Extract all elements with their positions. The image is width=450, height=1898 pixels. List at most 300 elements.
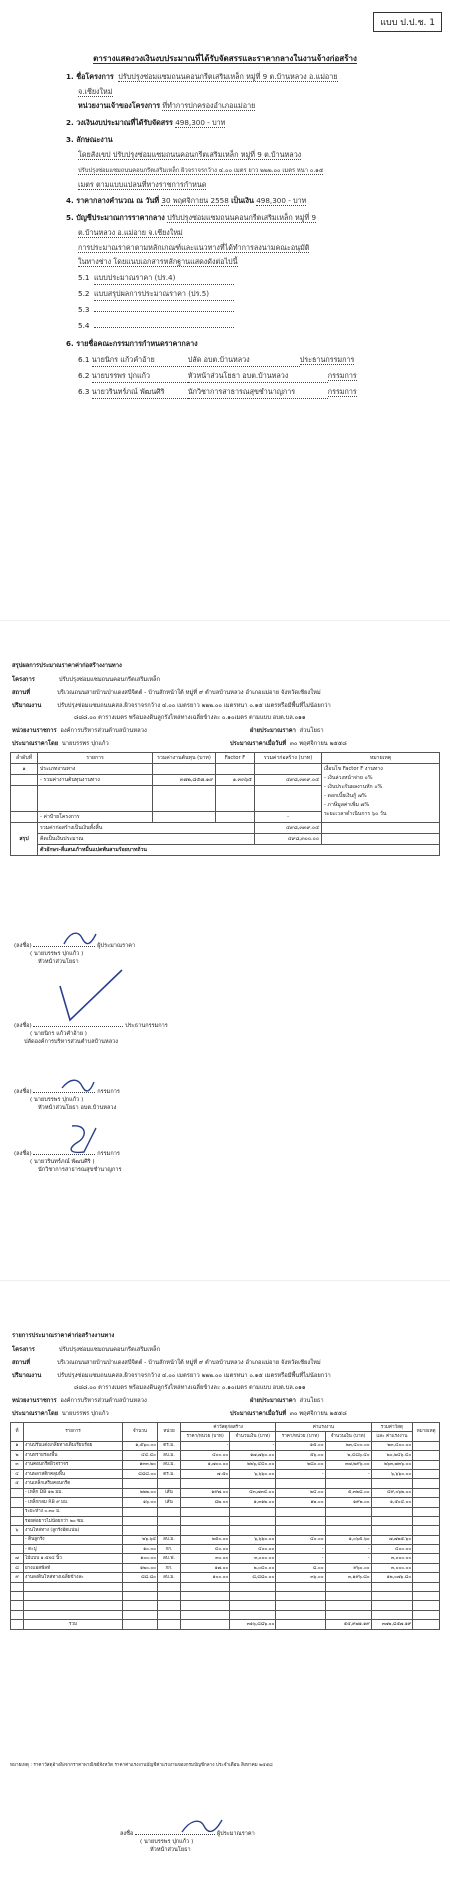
summary-quantity-cont: ๘๘๘.๐๐ ตารางเมตร พร้อมลงดินลูกรังไหล่ทางเฉลี่ยข้างละ ๐.๑๐เมตร ตามแบบ อบต.บล.๐๑๑ [74,715,306,721]
cell [158,1479,181,1488]
col-lab-price: ราคา/หน่วย (บาท) [276,1432,325,1441]
cell [413,1545,440,1554]
table-row [11,1535,440,1544]
signature-block-3: (ลงชื่อ) กรรมการ ( นายบรรพร ปุกแก้ว ) หัวหน้าส่วนโยธา อบต.บ้านหลวง [14,1089,120,1111]
item-4: 4. ราคากลางคำนวณ ณ วันที่ 30 พฤศจิกายน 2558 เป็นเงิน 498,300 - บาท [66,196,307,205]
cell: ๒๖๓,๗๓๖.๐๐ [371,1460,413,1469]
detail-date: ประมาณราคาเมื่อวันที่ ๓๐ พฤศจิกายน ๒๕๕๘ [230,1411,347,1417]
cell: ๘๘.๘๐ [123,1573,158,1582]
cell: - รวมค่างานต้นทุนงานทาง [38,775,153,786]
signature-estimator-icon [178,1814,226,1838]
note-line: เงื่อนไข Factor F งานทาง [324,766,383,772]
page-2-summary [0,660,450,1230]
cell [413,1610,440,1619]
cell [413,1554,440,1563]
cell [11,786,38,812]
cell: ๔๓,๗๓๔.๐๐ [230,1488,276,1497]
table-row [11,1507,440,1516]
cell [181,1610,230,1619]
summary-heading: สรุปผลการประมาณราคาค่าก่อสร้างงานทาง [12,663,122,669]
item-2: 2. วงเงินงบประมาณที่ได้รับจัดสรร 498,300 - บาท [66,118,226,127]
cell [325,1526,371,1535]
table-row [11,1488,440,1497]
cell: กก. [158,1545,181,1554]
item-1-cont: จ.เชียงใหม่ [78,87,113,96]
cell [158,1526,181,1535]
sum-rounded-value: ๔๙๘,๓๐๐.๐๐ [255,834,322,845]
cell [230,1526,276,1535]
table-row [11,1601,440,1610]
cell [413,1507,440,1516]
cell: ลบ.ม. [158,1573,181,1582]
cell: ๑,๐๖๕.๖๐ [325,1535,371,1544]
note-line: ระยะเวลาดำเนินการ ๖๐ วัน [324,811,387,817]
cell: ระยะห่าง ๐.๓๐ ม. [24,1507,123,1516]
detail-table [10,1422,440,1630]
cell [38,786,153,812]
cell: ๘,๘๘๐.๐๐ [230,1573,276,1582]
cell: ๓๗๒,๘๕๗.๑๙ [153,775,216,786]
cell: ๑๒.๐๐ [276,1498,325,1507]
sum-label: สรุป [11,823,38,856]
cell: ๒๕๐.๐๐ [181,1535,230,1544]
cell [181,1582,230,1591]
page-divider [0,620,450,621]
cell [11,1488,24,1497]
col-factor: Factor F [216,753,255,764]
cell [413,1526,440,1535]
cell [181,1507,230,1516]
cell [158,1516,181,1525]
summary-estimator: ประมาณราคาโดย นายบรรพร ปุกแก้ว [12,741,109,747]
item-1: 1. ชื่อโครงการ ปรับปรุงซ่อมแซมถนนคอนกรีตเสริมเหล็ก หมู่ที่ 9 ต.บ้านหลวง อ.แม่อาย [66,72,338,81]
detail-project: โครงการ ปรับปรุงซ่อมแซมถนนคอนกรีตเสริมเหล็ก [12,1347,161,1353]
table-row [11,1441,440,1450]
cell [11,1610,24,1619]
cell [181,1516,230,1525]
cell [230,1582,276,1591]
cell: ๔๐๐.๐๐ [230,1545,276,1554]
cell: ๒๓,๔๐๐.๐๐ [325,1441,371,1450]
cell: ลบ.ฟ. [158,1554,181,1563]
summary-table-header [11,753,440,764]
cell [24,1610,123,1619]
detail-total-row [11,1620,440,1629]
cell: ๕๖.๐๐ [276,1451,325,1460]
committee-2: 6.2 นายบรรพร ปุกแก้ว หัวหน้าส่วนโยธา อบต.บ้านหลวง กรรมการ [78,371,357,383]
cell: เส้น [158,1498,181,1507]
cell [11,1535,24,1544]
cell: รอยต่อยาวไม่น้อยกว่า ๒๐ ซม. [24,1516,123,1525]
col-group-total: รวมค่าวัสดุ [371,1423,413,1432]
cell [413,1592,440,1601]
summary-row-words [11,845,440,856]
page-1-title: ตารางแสดงวงเงินงบประมาณที่ได้รับจัดสรรและราคากลางในงานจ้างก่อสร้าง [93,54,357,63]
cell: - [325,1554,371,1563]
col-mat-price: ราคา/หน่วย (บาท) [181,1432,230,1441]
signature-3-icon [58,1074,98,1096]
cell: ๔๙,๐๖๒.๐๐ [371,1488,413,1497]
cell [123,1526,158,1535]
cell: ๗ [11,1554,24,1563]
item-5-line-4: ในทางช่าง โดยแนบเอกสารหลักฐานแสดงดังต่อไปนี้ [78,257,238,266]
cell: ๓,๐๐๐.๐๐ [371,1554,413,1563]
cell [11,1507,24,1516]
cell: ๓,๐๐๐.๐๐ [230,1554,276,1563]
cell: - [276,1545,325,1554]
cell [158,1601,181,1610]
cell: ๑.๓๓๖๕ [216,775,255,786]
cell: ๖,๖๖๐.๐๐ [371,1469,413,1478]
cell [371,1526,413,1535]
cell: ลบ.ม. [158,1451,181,1460]
cell [371,1610,413,1619]
cell [276,1582,325,1591]
cell: ๑๗,๗๖๐.๐๐ [230,1451,276,1460]
cell [11,1545,24,1554]
col-qty: จำนวน [123,1423,158,1442]
detail-remark: หมายเหตุ : ราคาวัสดุอ้างอิงจากราคาพาณิชย์จังหวัด ราคาค่าแรงงานบัญชีค่าแรงงานของกรมบัญชีกลาง ประจำเดือน สิงหาคม ๒๕๕๘ [10,1763,273,1768]
cell [276,1526,325,1535]
cell: ๒๔.๐๐ [276,1488,325,1497]
signature-block-4: (ลงชื่อ) กรรมการ ( นายวรินทร์ภณ์ พัฒนศิริ ) นักวิชาการสาธารณสุขชำนาญการ [14,1151,122,1173]
cell: - [276,1469,325,1478]
cell [230,1507,276,1516]
cell: ๔๙๘,๓๓๙.๐๔ [255,775,322,786]
note-line: - ดอกเบี้ยเงินกู้ ๗% [324,793,367,799]
cell [216,786,255,812]
col-group-material: ค่าวัสดุก่อสร้าง [181,1423,276,1432]
cell: ๕,๓๒๘.๐๐ [325,1488,371,1497]
signature-block-1: (ลงชื่อ) ผู้ประมาณราคา ( นายบรรพร ปุกแก้ว ) หัวหน้าส่วนโยธา [14,943,136,965]
sum-words: ตัวอักษร-สี่แสนเก้าหมื่นแปดพันสามร้อยบาทถ้วน [38,845,440,856]
signature-2-icon [56,966,126,1026]
cell [276,1592,325,1601]
table-row [11,1582,440,1591]
signature-4-icon [62,1122,102,1158]
cell [123,1516,158,1525]
sum-total-value: ๔๙๘,๓๓๙.๐๔ [255,823,322,834]
cell: ๔๐๐.๐๐ [181,1451,230,1460]
cell [123,1592,158,1601]
table-row [11,1479,440,1488]
signature-1-icon [60,928,100,950]
cell: - ตะปู [24,1545,123,1554]
cell [153,812,216,823]
cell [123,1479,158,1488]
cell [230,1592,276,1601]
table-row [11,1498,440,1507]
col-lab-amount: จำนวนเงิน (บาท) [325,1432,371,1441]
cell: ๓,๑๙๖.๘๐ [325,1573,371,1582]
cell: ๒๐,๒๔๖.๔๐ [371,1451,413,1460]
cell [322,834,440,845]
cell: ๑,๕๖๐.๐๐ [123,1441,158,1450]
cell [371,1479,413,1488]
detail-table-body [11,1441,440,1619]
cell: ๑๐๐.๐๐ [123,1554,158,1563]
summary-table [10,752,440,856]
form-number: แบบ ป.ป.ช. 1 [373,12,442,32]
col-group-labor: ค่าแรงงาน [276,1423,371,1432]
cell: - [276,1554,325,1563]
cell [322,823,440,834]
cell [158,1507,181,1516]
cell: ๑๓๓.๒๐ [123,1460,158,1469]
cell [11,1620,24,1629]
cell: ๘๒.๐๐ [181,1498,230,1507]
cell: ๖ [11,1526,24,1535]
total-label: รวม [24,1620,123,1629]
detail-estimator: ประมาณราคาโดย นายบรรพร ปุกแก้ว [12,1411,109,1417]
col-note: หมายเหตุ [322,753,440,764]
cell: งานลงดินไหล่ทางเฉลี่ยข้างละ [24,1573,123,1582]
cell: ๒,๔๘๖.๔๐ [325,1451,371,1460]
cell: ๓ [11,1460,24,1469]
cell [413,1620,440,1629]
col-item: รายการ [24,1423,123,1442]
cell [158,1610,181,1619]
cell [413,1535,440,1544]
cell [325,1507,371,1516]
cell [276,1479,325,1488]
cell [158,1620,181,1629]
cell [325,1582,371,1591]
note-line: - เงินประกันผลงานหัก ๐% [324,784,383,790]
cell [371,1516,413,1525]
summary-row-total [11,823,440,834]
item-5-3: 5.3 [78,305,234,314]
total-sum: ๓๗๒,๘๕๗.๑๙ [371,1620,413,1629]
table-row [11,1460,440,1469]
item-5: 5. บัญชีประมาณการราคากลาง ปรับปรุงซ่อมแซมถนนคอนกรีตเสริมเหล็ก หมู่ที่ 9 [66,213,317,222]
cell [413,1582,440,1591]
cell: งานปรับแต่งเกลี่ยทางเดิมเรียบร้อย [24,1441,123,1450]
summary-date: ประมาณราคาเมื่อวันที่ ๓๐ พฤศจิกายน ๒๕๕๘ [230,741,347,747]
cell [413,1479,440,1488]
detail-quantity: ปริมาณงาน ปรับปรุงซ่อมแซมถนนคสล.ผิวจราจรกว้าง ๔.๐๐ เมตรยาว ๒๒๒.๐๐ เมตรหนา ๐.๑๕ เมตรหรือมีพื้นที่ไม่น้อยกว่า [12,1373,331,1379]
cell: ๒,๐๔๐.๐๐ [230,1563,276,1572]
detail-agency: หน่วยงานราชการ องค์การบริหารส่วนตำบลบ้านหลวง [12,1398,147,1404]
summary-quantity: ปริมาณงาน ปรับปรุงซ่อมแซมถนนคสล.ผิวจราจรกว้าง ๔.๐๐ เมตรยาว ๒๒๒.๐๐ เมตรหนา ๐.๑๕ เมตรหรือมีพื้นที่ไม่น้อยกว่า [12,703,331,709]
cell: ๙๖๐.๐๐ [325,1563,371,1572]
item-5-line-3: การประมาณราคาตามหลักเกณฑ์และแนวทางที่ได้ทำการลงนามคณะอนุมัติ [78,243,310,252]
cell [276,1507,325,1516]
cell: ๑๙๒.๐๐ [325,1498,371,1507]
col-no: ที่ [11,1423,24,1442]
col-note: หมายเหตุ [413,1423,440,1442]
sum-rounded-label: คิดเป็นเงินประมาณ [38,834,255,845]
item-3-line-1: โดยสังเขป ปรับปรุงซ่อมแซมถนนคอนกรีตเสริมเหล็ก หมู่ที่ 9 ต.บ้านหลวง [78,150,302,159]
cell [24,1582,123,1591]
col-cost: รวมค่างานต้นทุน (บาท) [153,753,216,764]
cell [123,1507,158,1516]
cell: ๗,๗๒๕.๖๐ [371,1535,413,1544]
item-3-line-2: ปรับปรุงซ่อมแซมถนนคอนกรีตเสริมเหล็ก ผิวจราจรกว้าง ๔.๐๐ เมตร ยาว ๒๒๒.๐๐ เมตร หนา ๐.๑๕ [78,168,324,174]
cell: งานไหล่ทาง (ลูกรังอัดแน่น) [24,1526,123,1535]
cell [123,1620,158,1629]
table-row [11,1516,440,1525]
cell [11,1601,24,1610]
cell [413,1498,440,1507]
total-labor: ๕๕,๙๗๑.๑๙ [325,1620,371,1629]
cell: ๖,๖๖๐.๐๐ [230,1535,276,1544]
cell: ๑๕.๐๐ [276,1441,325,1450]
cell: ๑๒,๐๗๖.๘๐ [371,1573,413,1582]
cell [153,786,216,812]
cell [413,1441,440,1450]
note-line: - ภาษีมูลค่าเพิ่ม ๗% [324,802,370,808]
detail-unit: ฝ่ายประมาณราคา ส่วนโยธา [250,1398,324,1404]
cell: ๔๐.๐๐ [181,1545,230,1554]
summary-agency: หน่วยงานราชการ องค์การบริหารส่วนตำบลบ้านหลวง [12,728,147,734]
cell: ๔๔.๔๐ [123,1451,158,1460]
cell [123,1582,158,1591]
cell: ไม้แบบ ๑.๕x๔ นิ้ว [24,1554,123,1563]
cell [181,1601,230,1610]
detail-heading: รายการประมาณราคาค่าก่อสร้างงานทาง [12,1333,115,1339]
cell [413,1516,440,1525]
cell: ๑,๕๐๔.๐๐ [371,1498,413,1507]
cell: ๘๘๘.๐๐ [123,1469,158,1478]
cell: ๑ [11,764,38,775]
cell: งานทรายรองพื้น [24,1451,123,1460]
table-row [11,1469,440,1478]
cell [24,1592,123,1601]
item-3-line-3: เมตร ตามแบบแปลนที่ทางราชการกำหนด [78,180,207,189]
cell [181,1479,230,1488]
summary-place: สถานที่ บริเวณถนนสายบ้านป่าแดงสบีจิตต์ - บ้านสักหน้าใต้ หมู่ที่ ๙ ตำบลบ้านหลวง อำเภอแม่อาย จังหวัดเชียงใหม่ [12,690,321,696]
table-row [11,1554,440,1563]
cell: ยางแอสฟัลท์ [24,1563,123,1572]
col-total: และ ค่าแรงงาน [371,1432,413,1441]
table-row [11,1451,440,1460]
page-1-form [0,0,450,555]
cell: เส้น [158,1488,181,1497]
cell: ๒๘๐.๐๐ [276,1460,325,1469]
committee-1: 6.1 นายนิกร แก้วคำอ้าย ปลัด อบต.บ้านหลวง ประธานกรรมการ [78,355,354,367]
cell: ๑๐๐.๐๐ [181,1573,230,1582]
conditions-note [322,764,440,823]
cell: ๒๖.๖๔ [123,1535,158,1544]
cell: งานคอนกรีตผิวจราจร [24,1460,123,1469]
total-material: ๓๑๖,๘๘๖.๐๐ [230,1620,276,1629]
cell: ๙ [11,1573,24,1582]
cell [413,1601,440,1610]
cell [181,1526,230,1535]
cell: ๑,๓๑๒.๐๐ [230,1498,276,1507]
summary-row-rounded [11,834,440,845]
cell: - เหล็กกลม RB ๙ มม. [24,1498,123,1507]
cell: ๓๗,๒๙๖.๐๐ [325,1460,371,1469]
cell [325,1610,371,1619]
cell [413,1563,440,1572]
cell [11,1516,24,1525]
cell [276,1601,325,1610]
cell [276,1516,325,1525]
cell: ตร.ม. [158,1469,181,1478]
cell [371,1592,413,1601]
cell: ๖,๖๖๐.๐๐ [230,1469,276,1478]
cell: ๒ [11,1451,24,1460]
table-row [11,1526,440,1535]
cell [276,1610,325,1619]
cell [123,1610,158,1619]
col-total: รวมค่าก่อสร้าง (บาท) [255,753,322,764]
cell: - [325,1469,371,1478]
item-5-line-2: ต.บ้านหลวง อ.แม่อาย จ.เชียงใหม่ [78,228,183,237]
cell [325,1592,371,1601]
table-row [11,1573,440,1582]
cell [413,1460,440,1469]
cell: ๓๐.๐๐ [181,1554,230,1563]
col-unit: หน่วย [158,1423,181,1442]
cell [413,1573,440,1582]
cell [255,786,322,812]
cell: ๑ [11,1441,24,1450]
cell [230,1516,276,1525]
cell: - ดินลูกรัง [24,1535,123,1544]
cell: งานพลาสติกคลุมพื้น [24,1469,123,1478]
col-no: ลำดับที่ [11,753,38,764]
cell [325,1479,371,1488]
cell: - [181,1441,230,1450]
detail-place: สถานที่ บริเวณถนนสายบ้านป่าแดงสบีจิตต์ - บ้านสักหน้าใต้ หมู่ที่ ๙ ตำบลบ้านหลวง อำเภอแม่อาย จังหวัดเชียงใหม่ [12,1360,321,1366]
cell: ๗.๕๐ [181,1469,230,1478]
detail-table-header-top [11,1423,440,1432]
item-5-4: 5.4 [78,321,234,330]
cell [276,1620,325,1629]
summary-project: โครงการ ปรับปรุงซ่อมแซมถนนคอนกรีตเสริมเหล็ก [12,677,161,683]
cell: ๑๐.๐๐ [123,1545,158,1554]
cell [325,1601,371,1610]
cell: ๑๒๐.๐๐ [123,1563,158,1572]
table-row [11,764,440,775]
cell: ๒๓,๔๐๐.๐๐ [371,1441,413,1450]
cell: ตร.ม. [158,1441,181,1450]
cell [11,1498,24,1507]
cell [158,1592,181,1601]
cell [24,1601,123,1610]
cell: ๔๐.๐๐ [276,1535,325,1544]
item-6: 6. รายชื่อคณะกรรมการกำหนดราคากลาง [66,339,198,348]
cell [230,1479,276,1488]
page-divider [0,1280,450,1281]
cell [11,775,38,786]
table-row [11,1545,440,1554]
cell [230,1601,276,1610]
cell [216,764,255,775]
col-item: รายการ [38,753,153,764]
page-3-detail [0,1330,450,1898]
cell [153,764,216,775]
cell: งานเหล็กเสริมคอนกรีต [24,1479,123,1488]
cell [181,1592,230,1601]
cell [230,1610,276,1619]
item-3: 3. ลักษณะงาน [66,135,113,144]
cell: ๔๐๐.๐๐ [371,1545,413,1554]
cell: ๘ [11,1563,24,1572]
col-mat-amount: จำนวนเงิน (บาท) [230,1432,276,1441]
item-5-1: 5.1 แบบประมาณราคา (ปร.4) [78,273,234,285]
cell: ๒๒๖,๔๔๐.๐๐ [230,1460,276,1469]
cell [158,1582,181,1591]
cell [123,1601,158,1610]
cell [11,812,38,823]
cell: ๔ [11,1469,24,1478]
agency: หน่วยงานเจ้าของโครงการ ที่ทำการปกครองอำเภอแม่อาย [78,101,256,110]
cell: ประเภทงานทาง [38,764,153,775]
